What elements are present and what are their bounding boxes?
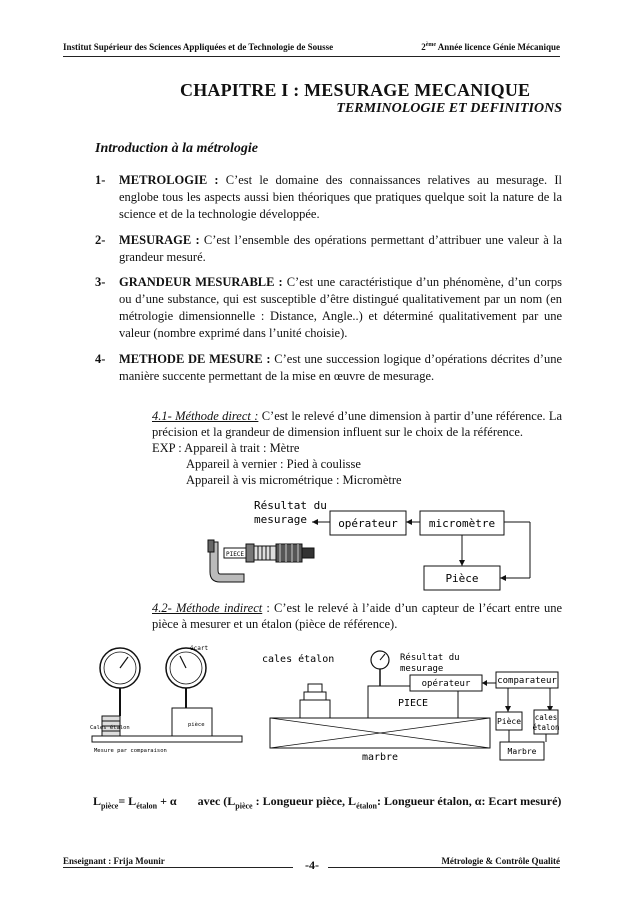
fig2-resultat-label: Résultat du: [400, 653, 460, 663]
methode-indirect-text: : C’est le relevé à l’aide d’un capteur de l’écart entre une pièce à mesurer et un étalon (pièce de référence).: [152, 601, 562, 631]
piece2-label: Pièce: [496, 717, 522, 726]
methode-direct-title: 4.1- Méthode direct :: [152, 409, 259, 423]
item-number: 4-: [95, 352, 106, 366]
methode-indirect-title: 4.2- Méthode indirect: [152, 601, 263, 615]
item-text: C’est une caractéristique d’un phénomène, d’un corps ou d’une substance, qui est susceptible d’être distingué qualitativement par un nom (en métrologie dimensionnelle : Distance, Angle..) et déterminé qualitativement par une valeur (nombre exprimé dans l’unité choisie).: [119, 275, 562, 340]
item-number: 2-: [95, 233, 106, 247]
fig2-mesurage-label: mesurage: [400, 664, 444, 674]
operateur-label: opérateur: [338, 517, 398, 530]
item-term: METROLOGIE :: [119, 173, 219, 187]
cales-etalon-small-label: Cales étalon: [90, 725, 130, 731]
chapter-title: CHAPITRE I : MESURAGE MECANIQUE: [180, 80, 531, 100]
cales-label: cales: [534, 713, 558, 722]
cales-etalon-label: cales étalon: [262, 654, 335, 665]
methode-direct: [152, 408, 562, 440]
footer-rule-left: [63, 867, 293, 868]
piece-small-label: pièce: [188, 722, 205, 728]
fig1-mesurage-label: mesurage: [254, 513, 307, 526]
micrometer-piece-tag: PIECE: [225, 551, 245, 558]
direct-method-diagram: [200, 494, 570, 594]
marbre2-label: Marbre: [507, 747, 537, 756]
footer-course: Métrologie & Contrôle Qualité: [441, 856, 560, 866]
footer-teacher: Enseignant : Frija Mounir: [63, 856, 165, 866]
item-term: METHODE DE MESURE :: [119, 352, 271, 366]
formula-line: $L_{pièce}= L_{étalon} + \alpha$ avec ($L_{pièce}$ : Longueur pièce, $L_{étalon}$: Longueur étalon, α: Ecart mesuré): [93, 794, 562, 811]
footer-rule-right: [328, 867, 560, 868]
definition-methode-de-mesure: [95, 351, 562, 385]
micrometre-label: micromètre: [428, 517, 496, 530]
chapter-subtitle: TERMINOLOGIE ET DEFINITIONS: [336, 101, 562, 116]
indirect-method-diagram: [260, 648, 560, 764]
dial-gauge-drawing: [88, 644, 248, 756]
etalon-label: étalon: [532, 723, 560, 732]
intro-heading: Introduction à la métrologie: [95, 141, 258, 156]
page-header: [63, 40, 560, 57]
definition-metrologie: [95, 172, 562, 223]
methode-direct-text: C’est le relevé d’une dimension à partir d’une référence. La précision et la grandeur de dimension influent sur le choix de la référence.: [152, 409, 563, 439]
operateur2-label: opérateur: [421, 679, 471, 689]
item-text: C’est une succession logique d’opérations décrites d’une manière succente permettant de la mise en œuvre de mesurage.: [119, 352, 562, 383]
item-text: C’est l’ensemble des opérations permettant d’attribuer une valeur à la grandeur mesuré.: [119, 233, 562, 264]
item-term: GRANDEUR MESURABLE :: [119, 275, 283, 289]
page-number: -4-: [305, 858, 319, 872]
header-class: 2ème Année licence Génie Mécanique: [421, 42, 560, 52]
item-term: MESURAGE :: [119, 233, 200, 247]
example-2: Appareil à vernier : Pied à coulisse: [186, 457, 361, 471]
piece-label: Pièce: [445, 572, 479, 585]
piece-block-label: PIECE: [397, 698, 429, 709]
header-institution: Institut Supérieur des Sciences Appliquées et de Technologie de Sousse: [63, 42, 334, 52]
definition-grandeur-mesurable: [95, 274, 562, 342]
fig1-resultat-label: Résultat du: [254, 499, 327, 512]
item-number: 3-: [95, 275, 106, 289]
ecart-label: écart: [190, 645, 209, 652]
marbre-label: marbre: [361, 752, 399, 763]
mesure-comparaison-label: Mesure par comparaison: [94, 748, 167, 754]
comparateur-label: comparateur: [497, 676, 557, 686]
example-3: Appareil à vis micrométrique : Micromètre: [186, 473, 402, 487]
methode-indirect: [152, 600, 562, 632]
item-number: 1-: [95, 173, 106, 187]
micrometer-drawing: [208, 540, 314, 582]
definition-mesurage: [95, 232, 562, 266]
example-1: EXP : Appareil à trait : Mètre: [152, 441, 300, 455]
item-text: C’est le domaine des connaissances relatives au mesurage. Il englobe tous les aspects aussi bien théoriques que pratiques quelque soit la nature de la science et de la technologie développée.: [119, 173, 562, 221]
